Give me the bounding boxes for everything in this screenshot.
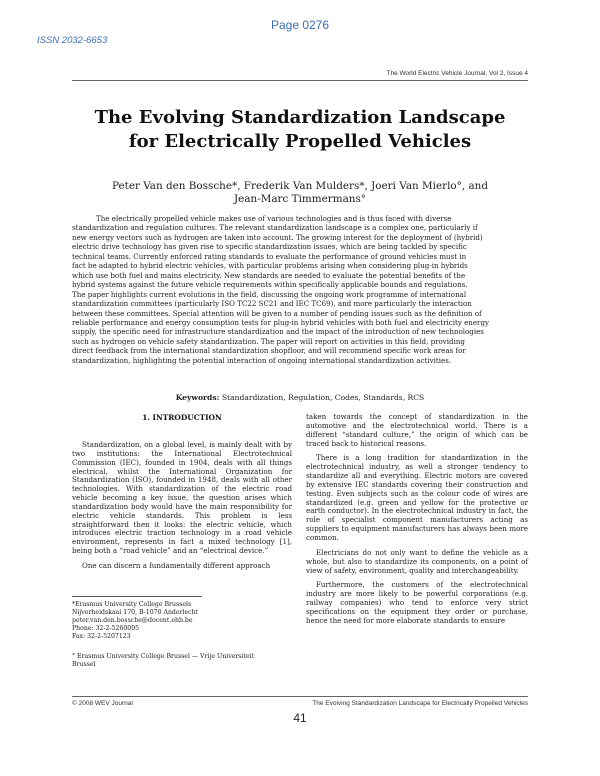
abstract-line: fact be adapted to hybrid electric vehicles, with particular problems arising when considering plug-in hybrids [72, 261, 468, 271]
journal-running-header: The World Electric Vehicle Journal, Vol 2, Issue 4 [386, 70, 528, 77]
abstract-line: standardization committees (particularly ISO TC22 SC21 and IEC TC69), and more particularly the interaction [72, 299, 472, 309]
header-rule [72, 80, 528, 81]
abstract [72, 214, 528, 365]
footnote-rule [72, 596, 202, 597]
author-list [72, 180, 528, 206]
abstract-line: standardization and regulation cultures. The relevant standardization landscape is a complex one, particularly if [72, 223, 478, 233]
body-paragraph: Standardization, on a global level, is mainly dealt with by two institutions: the International Electrotechnical Commission (IEC), founded in 1904, deals with all things electrical, whilst the International Organization for Standardization (ISO), founded in 1948, deals with all other technologies. With standardization of the electric road vehicle becoming a key issue, the question arises which standardization body would have the main responsibility for electric vehicle standards. This problem is less straightforward then it looks: the electric vehicle, which introduces electric traction technology in a road vehicle environment, represents in fact a mixed technology [1], being both a “road vehicle” and an “electrical device.” [72, 440, 292, 556]
left-column [72, 441, 292, 577]
keywords-text: Standardization, Regulation, Codes, Standards, RCS [221, 393, 425, 402]
issn-label: ISSN 2032-6653 [37, 35, 108, 46]
abstract-line: reliable performance and energy consumption tests for plug-in hybrid vehicles with both fuel and electricity energy [72, 317, 489, 327]
title-line-1: The Evolving Standardization Landscape [94, 107, 506, 128]
footnote-affiliation-1 [72, 601, 292, 641]
abstract-line: new energy vectors such as hydrogen are taken into account. The growing interest for the deployment of (hybrid) [72, 232, 483, 242]
article-title [72, 106, 528, 154]
footer-copyright: © 2008 WEV Journal [72, 700, 133, 707]
abstract-line: standardization, highlighting the potential interaction of ongoing international standardization activities. [72, 355, 452, 365]
footnote-line: Fax: 32-2-5207123 [72, 632, 131, 640]
footnote-line: peter.van.den.bossche@docent.ehb.be [72, 616, 193, 624]
footer-rule [72, 696, 528, 697]
keywords-label: Keywords: [175, 393, 220, 402]
footnote-line: Phone: 32-2-5260095 [72, 624, 140, 632]
abstract-line: The electrically propelled vehicle makes use of various technologies and is thus faced with diverse [96, 214, 452, 223]
footnote-line: *Erasmus University College Brussels [72, 601, 192, 608]
body-paragraph: One can discern a fundamentally different approach [82, 560, 271, 570]
abstract-line: hybrid systems against the future vehicle requirements within specifically applicable bounds and regulations. [72, 280, 468, 290]
page-label: Page 0276 [270, 18, 330, 32]
footer-running-title: The Evolving Standardization Landscape for Electrically Propelled Vehicles [312, 700, 528, 707]
body-paragraph: There is a long tradition for standardization in the electrotechnical industry, as well a stronger tendency to standardize all and everything. Electric motors are covered by extensive IEC standards covering their construction and testing. Even subjects such as the colour code of wires are standardized (e.g. green and yellow for the protective or earth conductor). In the electrotechnical industry in fact, the role of specialist component manufacturers acting as suppliers to equipment manufacturers has always been more common. [306, 453, 528, 542]
abstract-line: supply, the specific need for infrastructure standardization and the impact of the introduction of new technologies [72, 327, 484, 337]
abstract-line: The paper highlights current evolutions in the field, discussing the ongoing work programme of international [72, 289, 467, 299]
authors-line-1: Peter Van den Bossche*, Frederik Van Mulders*, Joeri Van Mierlo°, and [111, 180, 489, 192]
footnote-line: ° Erasmus University College Brussel — Vrije Universiteit [72, 653, 255, 660]
title-line-2: for Electrically Propelled Vehicles [128, 131, 472, 152]
keywords-line [72, 393, 528, 402]
abstract-line: direct feedback from the international standardization shopfloor, and will recommend specific work areas for [72, 346, 466, 356]
right-column [306, 413, 528, 632]
section-heading: 1. INTRODUCTION [142, 413, 222, 422]
body-paragraph: taken towards the concept of standardization in the automotive and the electrotechnical world. There is a different “standard culture,” the origin of which can be traced back to historical reasons. [306, 412, 528, 448]
footnote-line: Brussel [72, 660, 96, 668]
authors-line-2: Jean-Marc Timmermans° [234, 193, 366, 205]
abstract-line: electric drive technology has given rise to specific standardization issues, which are being tackled by specific [72, 242, 467, 252]
abstract-line: which use both fuel and mains electricity. New standards are needed to evaluate the potential benefits of the [72, 270, 466, 280]
footnote-line: Nijverheidskaai 170, B-1070 Anderlecht [72, 608, 199, 616]
abstract-line: technical teams. Currently enforced rating standards to evaluate the performance of ground vehicles must in [72, 251, 467, 261]
body-paragraph: Electricians do not only want to define the vehicle as a whole, but also to standardize its components, on a point of view of safety, environment, quality and interchangeability. [306, 547, 528, 575]
abstract-line: such as hydrogen on vehicle safety standardization. The paper will report on activities in this field, providing [72, 336, 465, 346]
abstract-line: between these committees. Special attention will be given to a number of pending issues such as the definition of [72, 308, 482, 318]
page-folio: 41 [293, 711, 307, 725]
footnote-affiliation-2 [72, 653, 292, 669]
body-paragraph: Furthermore, the customers of the electrotechnical industry are more likely to be powerful corporations (e.g. railway companies) who tend to enforce very strict specifications on the equipment they order or purchase, hence the need for more elaborate standards to ensure [306, 580, 528, 625]
